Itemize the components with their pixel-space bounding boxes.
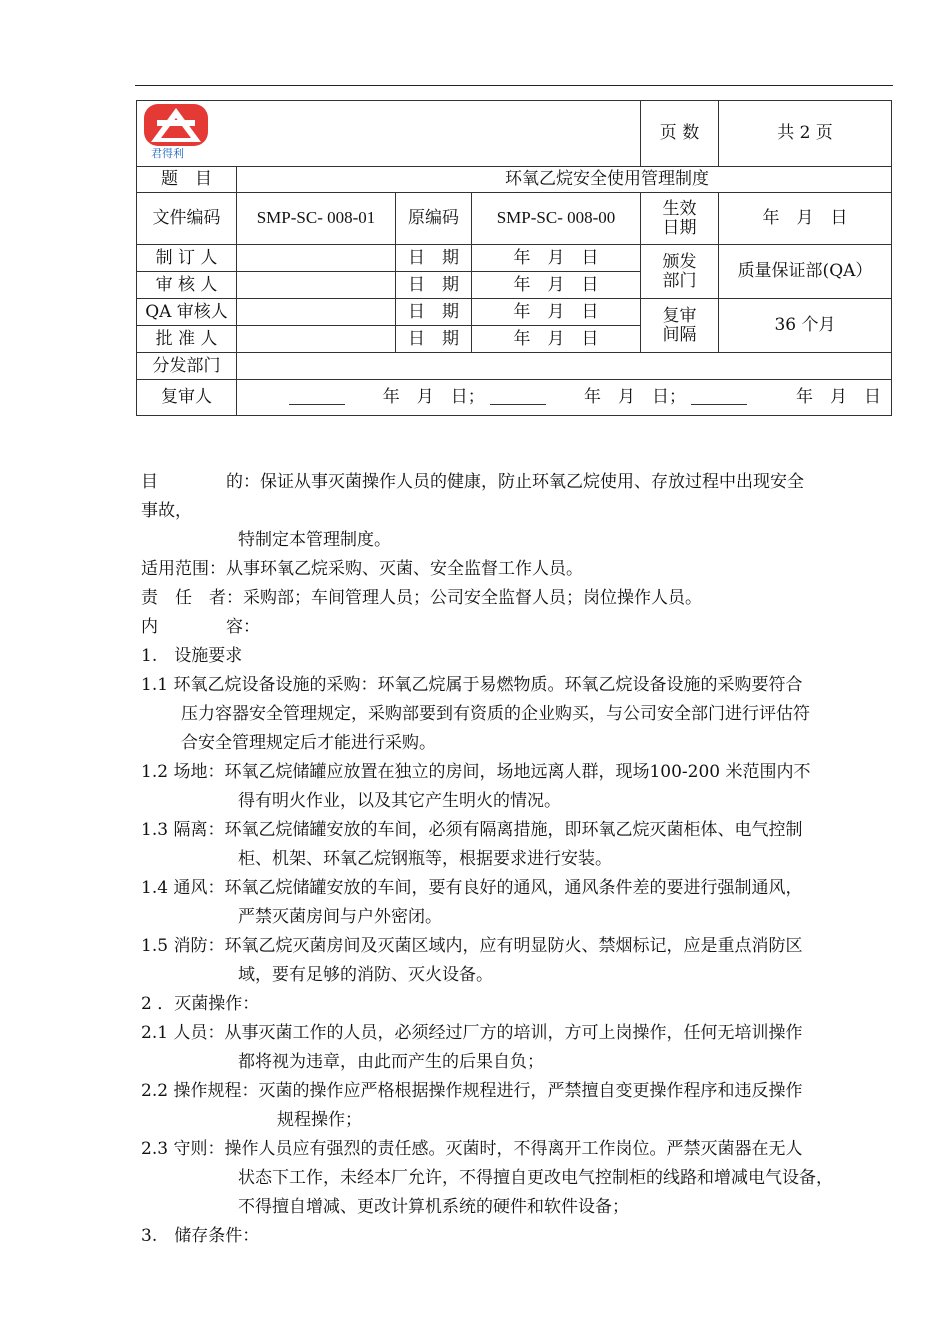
body-line: 1.4 通风：环氧乙烷储罐安放的车间，要有良好的通风，通风条件差的要进行强制通风， bbox=[141, 878, 803, 898]
body-line: 事故， bbox=[141, 501, 192, 521]
body-line: 目 的：保证从事灭菌操作人员的健康，防止环氧乙烷使用、存放过程中出现安全 bbox=[141, 472, 804, 492]
body-line: 1.1 环氧乙烷设备设施的采购：环氧乙烷属于易燃物质。环氧乙烷设备设施的采购要符合 bbox=[141, 675, 803, 695]
approver-date-value: 年 月 日 bbox=[472, 326, 641, 353]
approver-date-label: 日 期 bbox=[396, 326, 472, 353]
title-value: 环氧乙烷安全使用管理制度 bbox=[237, 167, 892, 193]
qa-date-value: 年 月 日 bbox=[472, 299, 641, 326]
approver-value bbox=[237, 326, 396, 353]
qa-reviewer-label: QA 审核人 bbox=[137, 299, 237, 326]
drafter-value bbox=[237, 245, 396, 272]
document-body bbox=[141, 468, 893, 1251]
body-line: 压力容器安全管理规定，采购部要到有资质的企业购买，与公司安全部门进行评估符 bbox=[181, 704, 810, 724]
signature-blank bbox=[490, 390, 546, 405]
effective-date-label: 生效 日期 bbox=[641, 193, 719, 245]
body-line: 规程操作； bbox=[277, 1110, 362, 1130]
issue-dept-value: 质量保证部(QA） bbox=[719, 245, 892, 299]
body-line: 责 任 者：采购部；车间管理人员；公司安全监督人员；岗位操作人员。 bbox=[141, 588, 702, 608]
logo-mark-icon bbox=[143, 103, 209, 149]
signature-blank bbox=[691, 390, 747, 405]
logo-brand-text: 君得利 bbox=[151, 146, 184, 160]
qa-date-label: 日 期 bbox=[396, 299, 472, 326]
body-line: 2.2 操作规程：灭菌的操作应严格根据操作规程进行，严禁擅自变更操作程序和违反操作 bbox=[141, 1081, 803, 1101]
issue-dept-label: 颁发 部门 bbox=[641, 245, 719, 299]
body-line: 1.2 场地：环氧乙烷储罐应放置在独立的房间，场地远离人群，现场100-200 米范围内不 bbox=[141, 762, 811, 782]
body-line: 都将视为违章，由此而产生的后果自负； bbox=[238, 1052, 544, 1072]
body-line: 得有明火作业，以及其它产生明火的情况。 bbox=[238, 791, 561, 811]
effective-date-value: 年 月 日 bbox=[719, 193, 892, 245]
re-reviewer-dates: 年 月 日； 年 月 日； 年 月 日 bbox=[237, 380, 892, 416]
pages-label: 页 数 bbox=[641, 101, 719, 167]
body-line: 适用范围：从事环氧乙烷采购、灭菌、安全监督工作人员。 bbox=[141, 559, 583, 579]
reviewer-date-value: 年 月 日 bbox=[472, 272, 641, 299]
reviewer-value bbox=[237, 272, 396, 299]
qa-reviewer-value bbox=[237, 299, 396, 326]
body-line: 2.3 守则：操作人员应有强烈的责任感。灭菌时，不得离开工作岗位。严禁灭菌器在无人 bbox=[141, 1139, 803, 1159]
review-interval-value: 36 个月 bbox=[719, 299, 892, 353]
drafter-date-label: 日 期 bbox=[396, 245, 472, 272]
document-control-grid bbox=[136, 100, 892, 416]
signature-blank bbox=[289, 390, 345, 405]
header-rule bbox=[135, 85, 893, 86]
distribution-value bbox=[237, 353, 892, 380]
orig-code-value: SMP-SC- 008-00 bbox=[472, 193, 641, 245]
body-line: 内 容： bbox=[141, 617, 260, 637]
body-line: 1.5 消防：环氧乙烷灭菌房间及灭菌区域内，应有明显防火、禁烟标记，应是重点消防区 bbox=[141, 936, 803, 956]
reviewer-date-label: 日 期 bbox=[396, 272, 472, 299]
body-line: 2.1 人员：从事灭菌工作的人员，必须经过厂方的培训，方可上岗操作，任何无培训操作 bbox=[141, 1023, 803, 1043]
review-interval-label: 复审 间隔 bbox=[641, 299, 719, 353]
section-heading: 2 ．灭菌操作： bbox=[141, 994, 260, 1014]
orig-code-label: 原编码 bbox=[396, 193, 472, 245]
body-line: 1.3 隔离：环氧乙烷储罐安放的车间，必须有隔离措施，即环氧乙烷灭菌柜体、电气控制 bbox=[141, 820, 803, 840]
section-heading: 1. 设施要求 bbox=[141, 646, 243, 666]
body-line: 域，要有足够的消防、灭火设备。 bbox=[238, 965, 493, 985]
body-line: 特制定本管理制度。 bbox=[238, 530, 391, 550]
body-line: 柜、机架、环氧乙烷钢瓶等，根据要求进行安装。 bbox=[238, 849, 612, 869]
pages-value: 共 2 页 bbox=[719, 101, 892, 167]
body-line: 不得擅自增减、更改计算机系统的硬件和软件设备； bbox=[238, 1197, 629, 1217]
drafter-label: 制 订 人 bbox=[137, 245, 237, 272]
body-line: 状态下工作，未经本厂允许，不得擅自更改电气控制柜的线路和增减电气设备， bbox=[238, 1168, 833, 1188]
approver-label: 批 准 人 bbox=[137, 326, 237, 353]
file-code-value: SMP-SC- 008-01 bbox=[237, 193, 396, 245]
reviewer-label: 审 核 人 bbox=[137, 272, 237, 299]
body-line: 严禁灭菌房间与户外密闭。 bbox=[238, 907, 442, 927]
body-line: 合安全管理规定后才能进行采购。 bbox=[181, 733, 436, 753]
distribution-label: 分发部门 bbox=[137, 353, 237, 380]
file-code-label: 文件编码 bbox=[137, 193, 237, 245]
section-heading: 3. 储存条件： bbox=[141, 1226, 260, 1246]
title-label: 题 目 bbox=[137, 167, 237, 193]
company-logo-block bbox=[141, 103, 211, 165]
drafter-date-value: 年 月 日 bbox=[472, 245, 641, 272]
re-reviewer-label: 复审人 bbox=[137, 380, 237, 416]
